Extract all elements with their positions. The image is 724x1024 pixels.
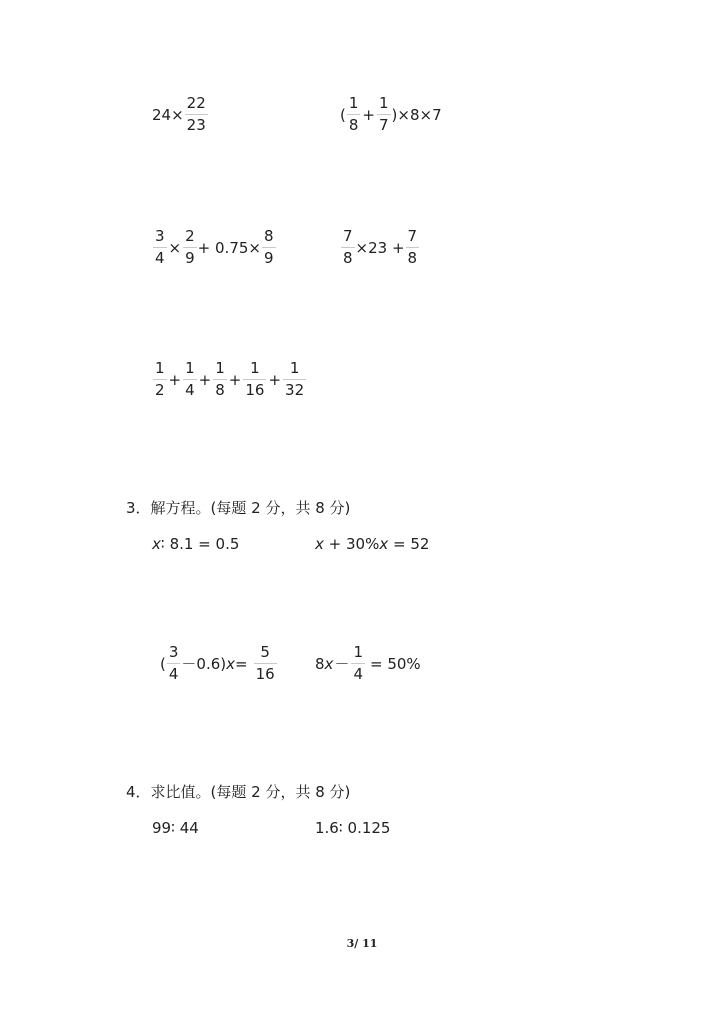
- fraction: $\frac{3}{4}$: [155, 227, 165, 267]
- fraction: $\frac{2}{9}$: [185, 227, 195, 267]
- fraction: $\frac{7}{8}$: [343, 227, 353, 267]
- fraction: $\frac{1}{32}$: [285, 359, 305, 399]
- fraction: $\frac{1}{7}$: [378, 94, 389, 134]
- fraction: $\frac{1}{2}$: [155, 359, 165, 399]
- calc-problem-2: ( $\frac{1}{8}$ + $\frac{1}{7}$ )×8×7: [340, 94, 442, 134]
- equation-3: ( $\frac{3}{4}$ －0.6) x = $\frac{5}{16}$: [160, 643, 275, 683]
- fraction: $\frac{1}{4}$: [353, 643, 363, 683]
- fraction: $\frac{1}{4}$: [185, 359, 195, 399]
- fraction: $\frac{1}{8}$: [215, 359, 225, 399]
- calc-problem-5: $\frac{1}{2}$ + $\frac{1}{4}$ + $\frac{1}{8}$ + $\frac{1}{16}$ + $\frac{1}{32}$: [155, 359, 305, 399]
- equation-4: 8 x － $\frac{1}{4}$ = 50%: [315, 643, 421, 683]
- fraction: $\frac{8}{9}$: [263, 227, 274, 267]
- fraction: $\frac{7}{8}$: [407, 227, 418, 267]
- fraction: $\frac{22}{23}$: [186, 94, 206, 134]
- calc-problem-3: $\frac{3}{4}$ × $\frac{2}{9}$ + 0.75× $\frac{8}{9}$: [155, 227, 274, 267]
- equation-1: x∶ 8.1 = 0.5: [152, 535, 240, 553]
- ratio-1: 99∶ 44: [152, 819, 199, 837]
- calc-1-lead: 24×: [152, 105, 184, 124]
- page-number: 3/ 11: [346, 937, 378, 950]
- ratio-2: 1.6∶ 0.125: [315, 819, 391, 837]
- fraction: $\frac{3}{4}$: [168, 643, 179, 683]
- section-3-heading: 3．解方程。(每题 2 分，共 8 分): [126, 499, 351, 517]
- fraction: $\frac{1}{8}$: [348, 94, 359, 134]
- calc-problem-1: [152, 96, 209, 133]
- calc-problem-4: $\frac{7}{8}$ ×23 + $\frac{7}{8}$: [343, 227, 418, 267]
- equation-2: x + 30%x = 52: [315, 535, 430, 553]
- section-4-heading: 4．求比值。(每题 2 分，共 8 分): [126, 783, 351, 801]
- fraction: $\frac{5}{16}$: [255, 643, 275, 683]
- fraction: $\frac{1}{16}$: [245, 359, 265, 399]
